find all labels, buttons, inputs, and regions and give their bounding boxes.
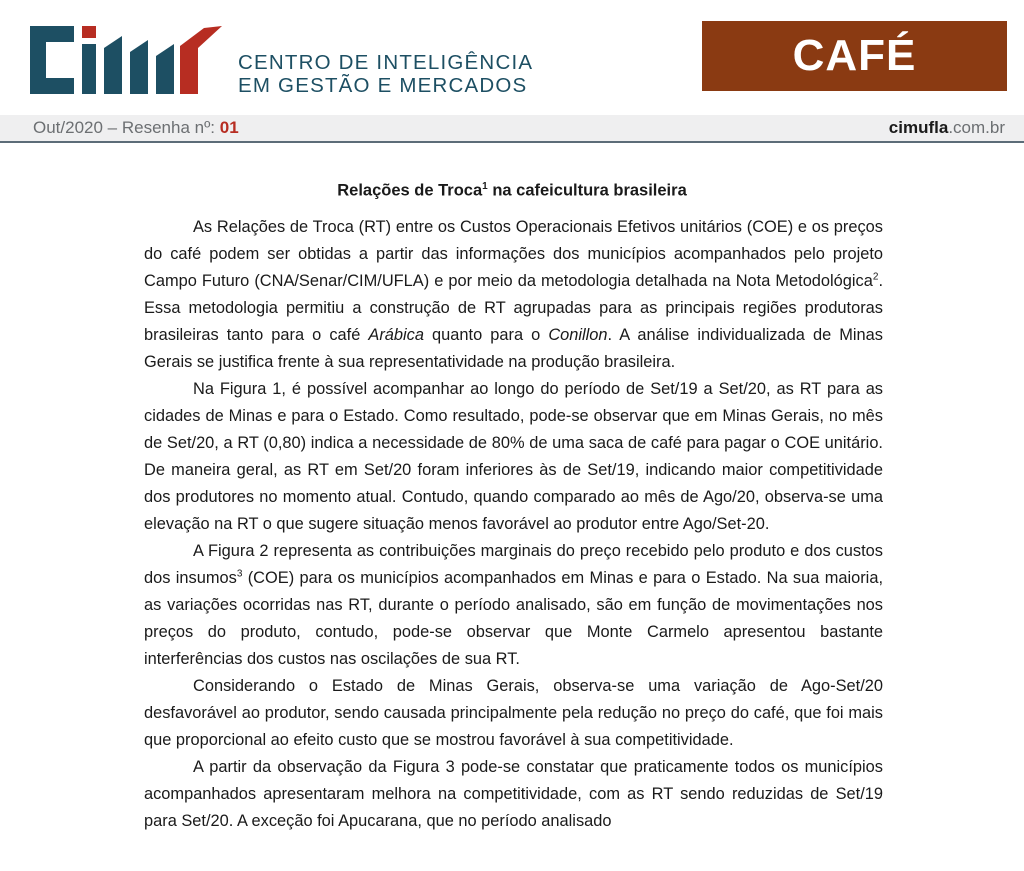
paragraph-3 — [144, 538, 883, 673]
cim-logo-icon — [30, 26, 222, 94]
paragraph-1 — [144, 214, 883, 376]
edition-prefix: Out/2020 – Resenha nº: — [33, 118, 220, 137]
paragraph-2: Na Figura 1, é possível acompanhar ao longo do período de Set/19 a Set/20, as RT para as cidades de Minas e para o Estado. Como resultado, pode-se observar que em Minas Gerais, no mês de Set/20, a RT (0,80) indica a necessidade de 80% de uma saca de café para pagar o COE unitário. De maneira geral, as RT em Set/20 foram inferiores às de Set/19, indicando maior competitividade dos produtores no momento atual. Contudo, quando comparado ao mês de Ago/20, observa-se uma elevação na RT o que sugere situação menos favorável ao produtor entre Ago/Set-20. — [144, 380, 883, 533]
logo-line-1: CENTRO DE INTELIGÊNCIA — [238, 51, 534, 74]
logo-line-2: EM GESTÃO E MERCADOS — [238, 74, 528, 97]
document-title — [0, 181, 1024, 201]
edition-number: 01 — [219, 118, 239, 137]
site-link[interactable] — [889, 118, 1005, 138]
page-header — [0, 0, 1024, 115]
term-arabica: Arábica — [368, 326, 424, 344]
edition-info — [33, 118, 239, 138]
title-main: Relações de Troca — [337, 181, 483, 200]
edition-bar — [0, 115, 1024, 143]
term-conillon: Conillon — [548, 326, 608, 344]
paragraph-3-text: A Figura 2 representa as contribuições marginais do preço recebido pelo produto e dos custos dos insumos — [144, 542, 883, 587]
product-badge: CAFÉ — [702, 21, 1007, 91]
paragraph-1-text: . Essa metodologia permitiu a construção de RT agrupadas para as principais regiões produtoras brasileiras tanto para o café — [144, 272, 883, 344]
title-rest: na cafeicultura brasileira — [487, 181, 687, 200]
footnote-ref-3[interactable]: 3 — [236, 568, 243, 580]
document-body — [144, 214, 883, 835]
site-name: cimufla — [888, 118, 949, 137]
paragraph-1-text: quanto para o — [423, 326, 549, 344]
footnote-ref-2[interactable]: 2 — [872, 271, 879, 283]
paragraph-1-text: As Relações de Troca (RT) entre os Custos Operacionais Efetivos unitários (COE) e os preços do café podem ser obtidas a partir das informações dos municípios acompanhados pelo projeto Campo Futuro (CNA/Senar/CIM/UFLA) e por meio da metodologia detalhada na Nota Metodológica — [144, 218, 883, 290]
paragraph-5: A partir da observação da Figura 3 pode-se constatar que praticamente todos os municípios acompanhados apresentaram melhora na competitividade, com as RT sendo reduzidas de Set/19 para Set/20. A exceção foi Apucarana, que no período analisado — [144, 758, 883, 830]
paragraph-4: Considerando o Estado de Minas Gerais, observa-se uma variação de Ago-Set/20 desfavorável ao produtor, sendo causada principalmente pela redução no preço do café, que foi mais que proporcional ao efeito custo que se mostrou favorável à sua competitividade. — [144, 677, 883, 749]
site-domain: .com.br — [948, 118, 1005, 137]
logo-wordmark — [238, 51, 533, 97]
paragraph-1-text: . A análise individualizada de Minas Gerais se justifica frente à sua representatividade na produção brasileira. — [144, 326, 883, 371]
paragraph-3-text: (COE) para os municípios acompanhados em Minas e para o Estado. Na sua maioria, as variações ocorridas nas RT, durante o período analisado, são em função de movimentações nos preços do produto, contudo, pode-se observar que Monte Carmelo apresentou bastante interferências dos custos nas oscilações de sua RT. — [144, 569, 883, 668]
footnote-ref-1[interactable]: 1 — [482, 181, 488, 192]
